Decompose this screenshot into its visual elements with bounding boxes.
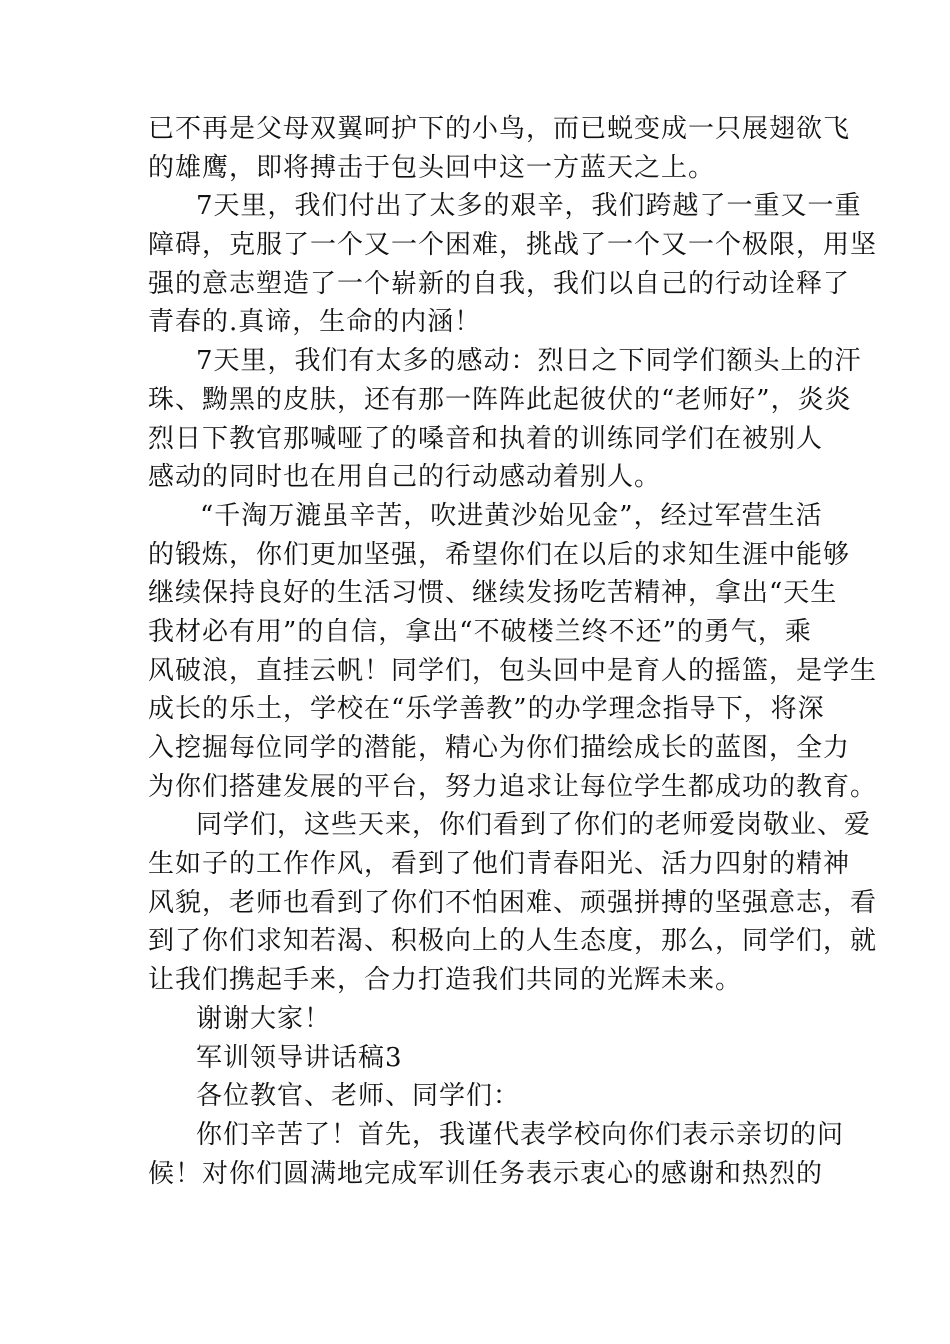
text-line: 入挖掘每位同学的潜能，精心为你们描绘成长的蓝图，全力 <box>148 733 851 763</box>
paragraph-start-line: 同学们，这些天来，你们看到了你们的老师爱岗敬业、爱 <box>196 810 872 841</box>
text-line: 生如子的工作作风，看到了他们青春阳光、活力四射的精神 <box>148 849 851 880</box>
paragraph-start-line: 7天里，我们付出了太多的艰辛，我们跨越了一重又一重 <box>196 191 862 222</box>
text-line: 风破浪，直挂云帆！同学们，包头回中是育人的摇篮，是学生 <box>148 655 878 686</box>
closing-line: 谢谢大家！ <box>196 1003 332 1034</box>
text-line: 风貌，老师也看到了你们不怕困难、顽强拼搏的坚强意志，看 <box>148 887 878 918</box>
text-line: 候！对你们圆满地完成军训任务表示衷心的感谢和热烈的 <box>148 1158 824 1189</box>
salutation-line: 各位教官、老师、同学们： <box>196 1081 521 1112</box>
text-line: 到了你们求知若渴、积极向上的人生态度，那么，同学们，就 <box>148 926 878 957</box>
text-line: 我材必有用”的自信，拿出“不破楼兰终不还”的勇气，乘 <box>148 616 812 647</box>
text-line: 烈日下教官那喊哑了的嗓音和执着的训练同学们在被别人 <box>148 423 824 454</box>
paragraph-start-line: “千淘万漉虽辛苦，吹进黄沙始见金”，经过军营生活 <box>200 500 823 531</box>
text-line: 让我们携起手来，合力打造我们共同的光辉未来。 <box>148 965 743 996</box>
text-line: 的雄鹰，即将搏击于包头回中这一方蓝天之上。 <box>148 152 716 183</box>
text-line: 继续保持良好的生活习惯、继续发扬吃苦精神，拿出“天生 <box>148 578 838 609</box>
section-title: 军训领导讲话稿3 <box>196 1042 403 1073</box>
text-line: 为你们搭建发展的平台，努力追求让每位学生都成功的教育。 <box>148 771 878 802</box>
text-line: 障碍，克服了一个又一个困难，挑战了一个又一个极限，用坚 <box>148 230 878 261</box>
text-line: 已不再是父母双翼呵护下的小鸟，而已蜕变成一只展翅欲飞 <box>148 114 851 144</box>
document-page <box>148 110 878 1193</box>
text-line: 成长的乐土，学校在“乐学善教”的办学理念指导下，将深 <box>148 694 825 725</box>
text-line: 强的意志塑造了一个崭新的自我，我们以自己的行动诠释了 <box>148 268 851 299</box>
text-line: 珠、黝黑的皮肤，还有那一阵阵此起彼伏的“老师好”，炎炎 <box>148 384 852 415</box>
text-line: 的锻炼，你们更加坚强，希望你们在以后的求知生涯中能够 <box>148 539 851 570</box>
text-line: 感动的同时也在用自己的行动感动着别人。 <box>148 462 662 493</box>
paragraph-start-line: 你们辛苦了！首先，我谨代表学校向你们表示亲切的问 <box>196 1119 845 1150</box>
paragraph-start-line: 7天里，我们有太多的感动：烈日之下同学们额头上的汗 <box>196 346 862 377</box>
text-line: 青春的.真谛，生命的内涵！ <box>148 307 482 338</box>
